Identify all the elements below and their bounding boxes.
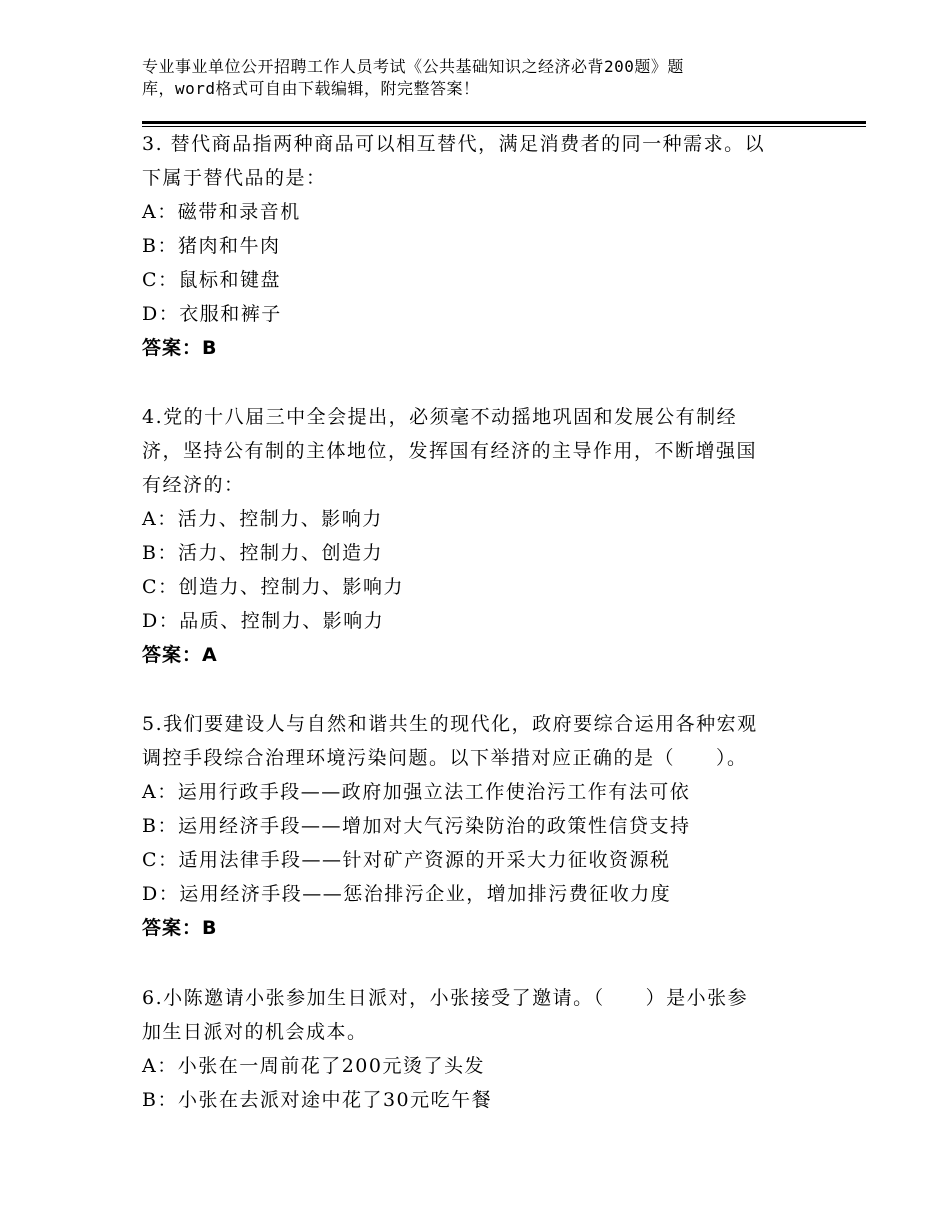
option-c: C：适用法律手段——针对矿产资源的开采大力征收资源税 (142, 849, 671, 871)
question-stem: 6.小陈邀请小张参加生日派对，小张接受了邀请。（ ）是小张参 (142, 987, 749, 1009)
answer: 答案：A (142, 644, 218, 666)
question-stem: 调控手段综合治理环境污染问题。以下举措对应正确的是（ ）。 (142, 747, 748, 769)
question-block (142, 981, 822, 1117)
answer: 答案：B (142, 337, 218, 359)
option-d: D：品质、控制力、影响力 (142, 610, 385, 632)
question-stem: 4.党的十八届三中全会提出，必须毫不动摇地巩固和发展公有制经 (142, 406, 738, 428)
question-stem: 5.我们要建设人与自然和谐共生的现代化，政府要综合运用各种宏观 (142, 713, 758, 735)
option-d: D：运用经济手段——惩治排污企业，增加排污费征收力度 (142, 883, 672, 905)
option-a: A：磁带和录音机 (142, 201, 301, 223)
question-stem: 3. 替代商品指两种商品可以相互替代，满足消费者的同一种需求。以 (142, 133, 766, 155)
document-header (142, 56, 822, 100)
option-a: A：活力、控制力、影响力 (142, 508, 383, 530)
header-line: 库，word格式可自由下载编辑，附完整答案！ (142, 79, 480, 98)
question-stem: 下属于替代品的是： (142, 167, 327, 189)
option-a: A：小张在一周前花了200元烫了头发 (142, 1055, 485, 1077)
answer: 答案：B (142, 917, 218, 939)
option-b: B：猪肉和牛肉 (142, 235, 281, 257)
question-block (142, 400, 822, 672)
question-stem: 济，坚持公有制的主体地位，发挥国有经济的主导作用，不断增强国 (142, 440, 758, 462)
option-b: B：运用经济手段——增加对大气污染防治的政策性信贷支持 (142, 815, 691, 837)
header-divider (142, 121, 866, 124)
option-a: A：运用行政手段——政府加强立法工作使治污工作有法可依 (142, 781, 691, 803)
question-stem: 有经济的： (142, 474, 245, 496)
option-c: C：鼠标和键盘 (142, 269, 282, 291)
question-block (142, 707, 822, 945)
question-block (142, 127, 822, 365)
header-line: 专业事业单位公开招聘工作人员考试《公共基础知识之经济必背200题》题 (142, 57, 684, 76)
question-stem: 加生日派对的机会成本。 (142, 1021, 368, 1043)
option-d: D：衣服和裤子 (142, 303, 282, 325)
option-c: C：创造力、控制力、影响力 (142, 576, 405, 598)
option-b: B：小张在去派对途中花了30元吃午餐 (142, 1089, 493, 1111)
option-b: B：活力、控制力、创造力 (142, 542, 383, 564)
